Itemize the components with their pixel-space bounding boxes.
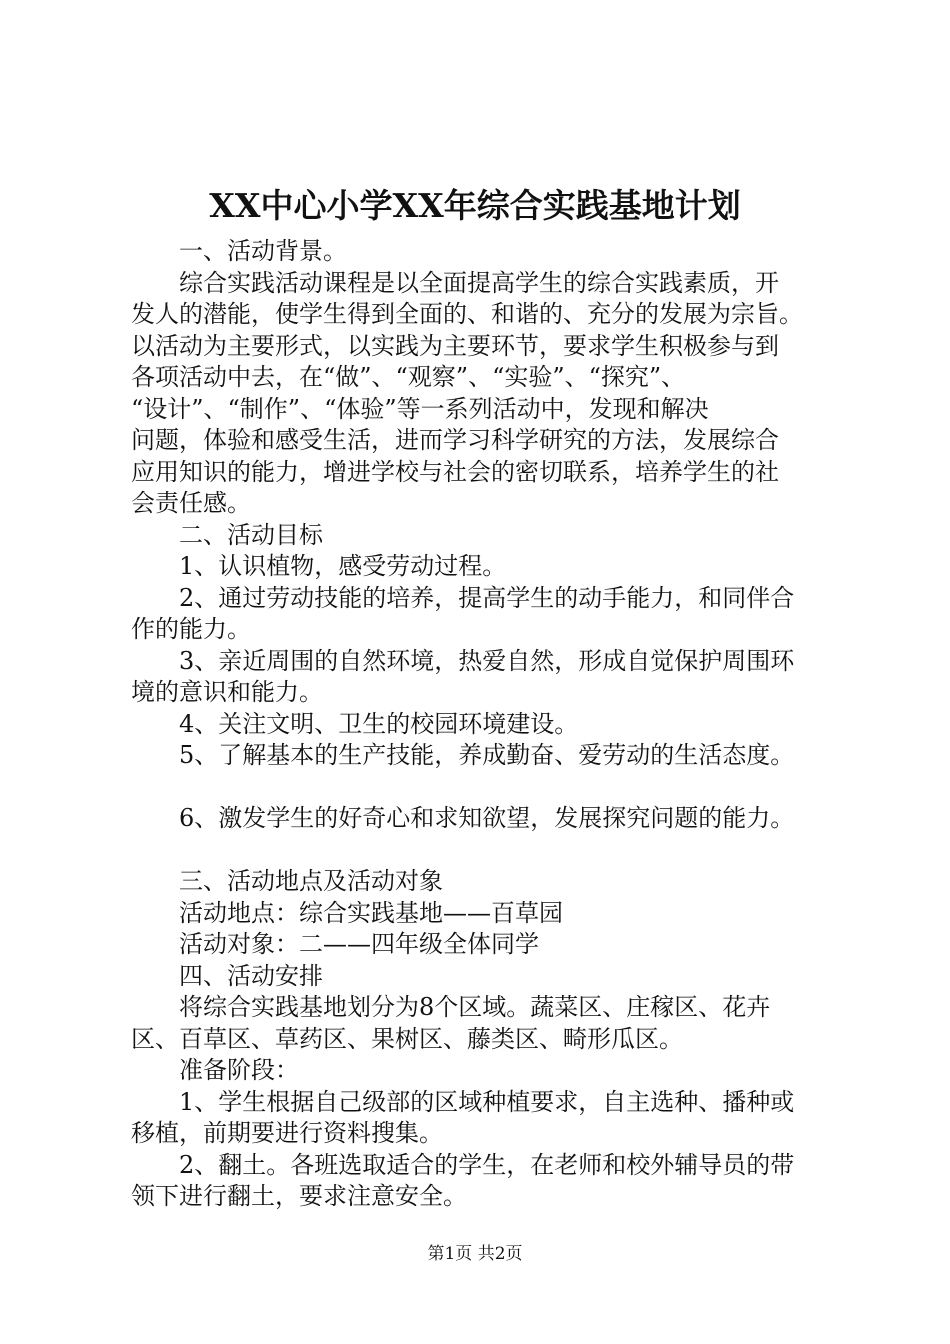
document-body [131,236,851,1213]
paragraph-line: 四、活动安排 [179,961,323,990]
paragraph-line: 各项活动中去，在“做”、“观察”、“实验”、“探究”、 [131,363,686,391]
paragraph-line: 将综合实践基地划分为8个区域。蔬菜区、庄稼区、花卉 [179,993,771,1021]
paragraph-line: 2、翻土。各班选取适合的学生，在老师和校外辅导员的带 [179,1150,795,1179]
paragraph-line: 作的能力。 [131,615,251,643]
paragraph-line: 1、认识植物，感受劳动过程。 [179,552,507,580]
paragraph-line: 境的意识和能力。 [131,678,323,706]
paragraph-line: 2、通过劳动技能的培养，提高学生的动手能力，和同伴合 [179,583,795,612]
paragraph-line: 活动对象：二——四年级全体同学 [179,930,539,958]
paragraph-line: 移植，前期要进行资料搜集。 [131,1119,443,1147]
paragraph-line: 区、百草区、草药区、果树区、藤类区、畸形瓜区。 [131,1024,683,1053]
paragraph-line: 问题，体验和感受生活，进而学习科学研究的方法，发展综合 [131,426,779,454]
paragraph-line: 二、活动目标 [179,520,323,549]
paragraph-line: 发人的潜能，使学生得到全面的、和谐的、充分的发展为宗旨。 [131,300,803,328]
page-footer: 第1页 共2页 [427,1244,523,1264]
paragraph-line: 应用知识的能力，增进学校与社会的密切联系，培养学生的社 [131,457,779,486]
paragraph-line: 以活动为主要形式，以实践为主要环节，要求学生积极参与到 [131,331,779,360]
paragraph-line: 准备阶段： [179,1056,299,1084]
page-title: XX中心小学XX年综合实践基地计划 [209,186,741,225]
paragraph-line: 一、活动背景。 [179,237,347,265]
paragraph-line: “设计”、“制作”、“体验”等一系列活动中，发现和解决 [131,394,709,423]
paragraph-line: 三、活动地点及活动对象 [179,867,443,895]
blank-line [131,772,851,804]
paragraph-line: 5、了解基本的生产技能，养成勤奋、爱劳动的生活态度。 [179,741,795,769]
blank-line [131,835,851,867]
paragraph-line: 6、激发学生的好奇心和求知欲望，发展探究问题的能力。 [179,804,795,832]
paragraph-line: 综合实践活动课程是以全面提高学生的综合实践素质，开 [179,268,779,297]
paragraph-line: 活动地点：综合实践基地——百草园 [179,898,563,927]
paragraph-line: 4、关注文明、卫生的校园环境建设。 [179,709,579,738]
paragraph-line: 3、亲近周围的自然环境，热爱自然，形成自觉保护周围环 [179,646,795,675]
paragraph-line: 领下进行翻土，要求注意安全。 [131,1182,467,1210]
paragraph-line: 1、学生根据自己级部的区域种植要求，自主选种、播种或 [179,1087,795,1116]
paragraph-line: 会责任感。 [131,489,251,517]
